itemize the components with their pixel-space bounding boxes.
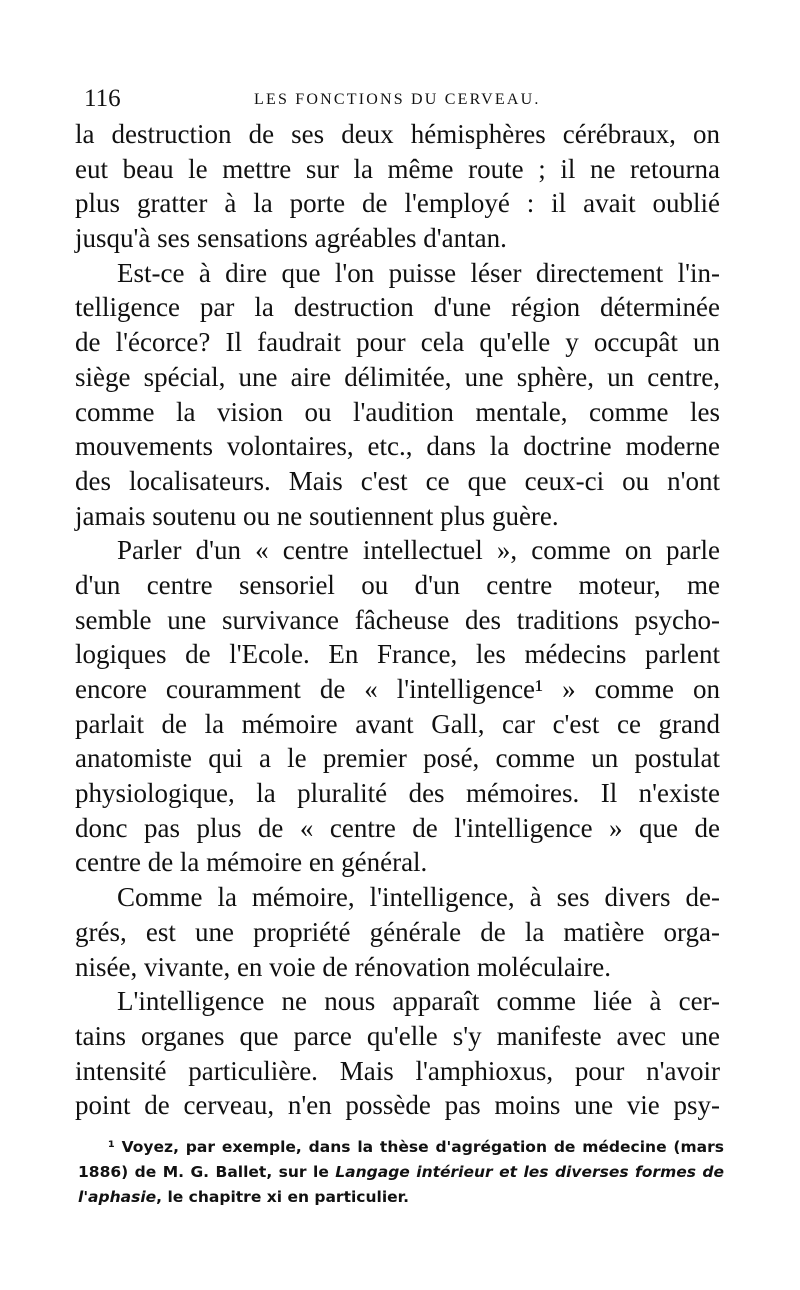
- text-line: jamais soutenu ou ne soutiennent plus guère.: [75, 500, 559, 531]
- text-line: centre de la mémoire en général.: [75, 847, 428, 878]
- text-line: comme la vision ou l'audition mentale, comme les: [75, 396, 720, 427]
- text-line: semble une survivance fâcheuse des traditions psycho-: [75, 604, 720, 635]
- text-line: eut beau le mettre sur la même route ; il ne retourna: [75, 153, 720, 184]
- text-line: encore couramment de « l'intelligence¹ » comme on: [75, 674, 720, 704]
- text-line: nisée, vivante, en voie de rénovation moléculaire.: [75, 951, 612, 982]
- text-line: Comme la mémoire, l'intelligence, à ses divers de-: [117, 882, 720, 913]
- running-title: LES FONCTIONS DU CERVEAU.: [254, 91, 541, 108]
- text-line: telligence par la destruction d'une région déterminée: [75, 292, 720, 323]
- text-line: intensité particulière. Mais l'amphioxus, pour n'avoir: [75, 1055, 720, 1086]
- text-line: siège spécial, une aire délimitée, une sphère, un centre,: [75, 361, 720, 392]
- text-line: L'intelligence ne nous apparaît comme liée à cer-: [117, 986, 720, 1017]
- text-line: parlait de la mémoire avant Gall, car c'est ce grand: [75, 708, 720, 739]
- text-line: point de cerveau, n'en possède pas moins une vie psy-: [75, 1090, 720, 1121]
- text-line: physiologique, la pluralité des mémoires. Il n'existe: [75, 778, 720, 809]
- footnote-book-title: Langage intérieur et les diverses formes de: [335, 1163, 725, 1181]
- page-number: 116: [84, 85, 121, 112]
- footnote-line: [78, 1185, 724, 1210]
- text-line: jusqu'à ses sensations agréables d'antan.: [75, 223, 507, 254]
- text-line: Est-ce à dire que l'on puisse léser directement l'in-: [117, 257, 720, 288]
- footnote-line: ¹ Voyez, par exemple, dans la thèse d'agrégation de médecine (mars: [108, 1138, 724, 1156]
- text-line: donc pas plus de « centre de l'intelligence » que de: [75, 812, 720, 843]
- text-line: plus gratter à la porte de l'employé : il avait oublié: [75, 188, 720, 219]
- footnote-text: 1886) de M. G. Ballet, sur le: [78, 1163, 336, 1181]
- footnote: [78, 1135, 724, 1210]
- running-head: [84, 84, 724, 114]
- text-line: grés, est une propriété générale de la matière orga-: [75, 916, 720, 947]
- footnote-text: , le chapitre xi en particulier.: [156, 1188, 409, 1206]
- text-line: logiques de l'Ecole. En France, les médecins parlent: [75, 639, 720, 670]
- text-line: des localisateurs. Mais c'est ce que ceux-ci ou n'ont: [75, 465, 720, 496]
- text-line: tains organes que parce qu'elle s'y manifeste avec une: [75, 1020, 720, 1051]
- text-line: d'un centre sensoriel ou d'un centre moteur, me: [75, 569, 720, 600]
- footnote-line: [78, 1160, 724, 1185]
- body-text: [75, 117, 720, 1123]
- text-line: la destruction de ses deux hémisphères cérébraux, on: [75, 119, 720, 149]
- text-line: Parler d'un « centre intellectuel », comme on parle: [117, 535, 720, 566]
- footnote-book-title-end: l'aphasie: [78, 1188, 157, 1206]
- text-line: anatomiste qui a le premier posé, comme un postulat: [75, 743, 720, 774]
- text-line: mouvements volontaires, etc., dans la doctrine moderne: [75, 431, 720, 462]
- text-line: de l'écorce? Il faudrait pour cela qu'elle y occupât un: [75, 327, 720, 358]
